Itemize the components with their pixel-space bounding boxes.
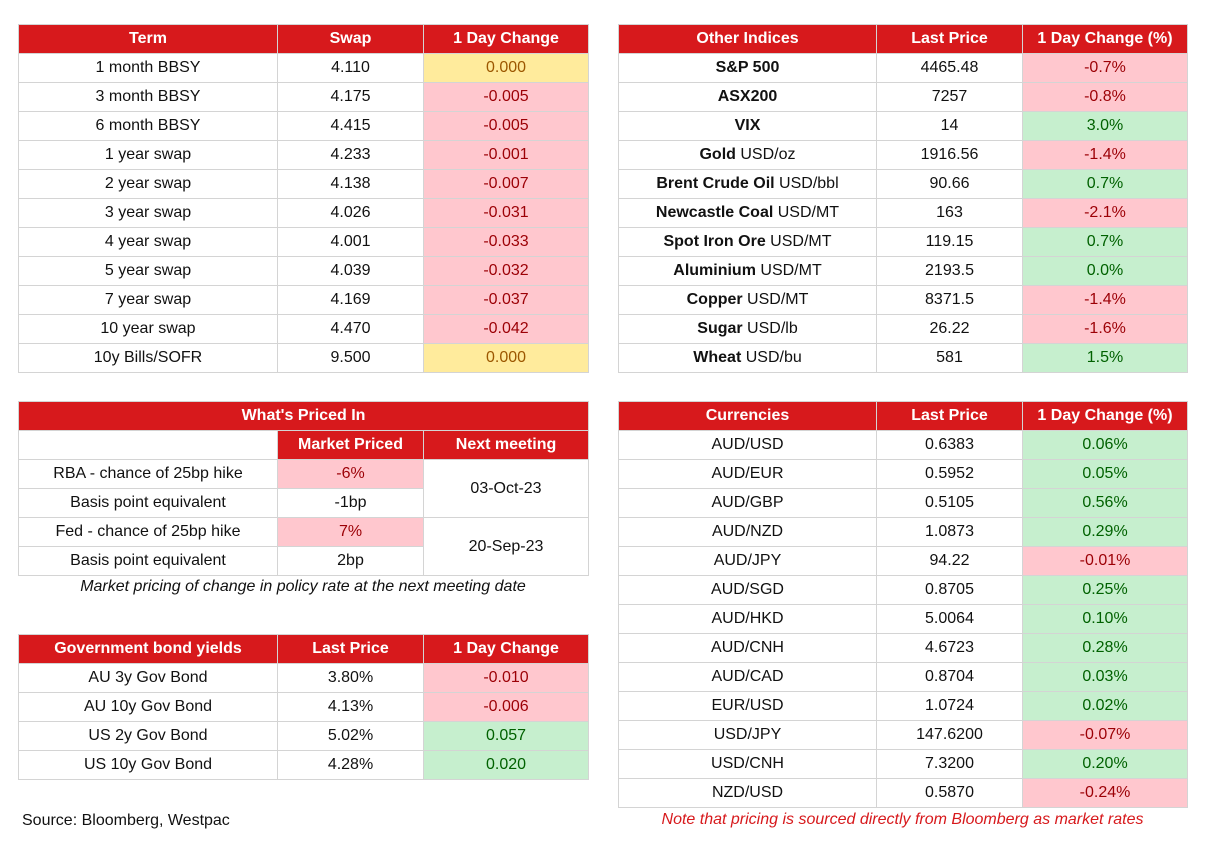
index-unit: USD/MT xyxy=(765,233,832,250)
index-change: 0.0% xyxy=(1023,257,1188,286)
priced-in-header-next: Next meeting xyxy=(424,431,589,460)
table-row xyxy=(619,634,1188,663)
table-row xyxy=(619,315,1188,344)
index-price: 119.15 xyxy=(877,228,1023,257)
index-price: 581 xyxy=(877,344,1023,373)
rba-next-meeting: 03-Oct-23 xyxy=(424,460,589,518)
currency-pair: AUD/GBP xyxy=(619,489,877,518)
index-unit: USD/lb xyxy=(742,320,798,337)
index-name-bold: Gold xyxy=(699,146,736,163)
rba-hike-value: -6% xyxy=(278,460,424,489)
currency-price: 0.5952 xyxy=(877,460,1023,489)
currency-price: 1.0724 xyxy=(877,692,1023,721)
index-change: 0.7% xyxy=(1023,170,1188,199)
currency-change: 0.10% xyxy=(1023,605,1188,634)
bond-header-price: Last Price xyxy=(278,635,424,664)
currency-price: 0.8705 xyxy=(877,576,1023,605)
currency-change: 0.56% xyxy=(1023,489,1188,518)
table-row xyxy=(619,750,1188,779)
index-name-bold: Brent Crude Oil xyxy=(656,175,775,192)
swap-change: 0.000 xyxy=(424,344,589,373)
currency-change: 0.25% xyxy=(1023,576,1188,605)
swap-change: -0.005 xyxy=(424,83,589,112)
swap-rate: 4.039 xyxy=(278,257,424,286)
fed-next-meeting: 20-Sep-23 xyxy=(424,518,589,576)
swap-term: 4 year swap xyxy=(19,228,278,257)
currency-change: 0.05% xyxy=(1023,460,1188,489)
index-price: 2193.5 xyxy=(877,257,1023,286)
swap-header-change: 1 Day Change xyxy=(424,25,589,54)
index-unit: USD/MT xyxy=(773,204,840,221)
pricing-note: Note that pricing is sourced directly from Bloomberg as market rates xyxy=(661,811,1144,828)
bond-rows xyxy=(19,664,589,780)
index-name-bold: Newcastle Coal xyxy=(655,204,774,221)
table-row xyxy=(19,112,589,141)
currency-change: 0.02% xyxy=(1023,692,1188,721)
swap-change: 0.000 xyxy=(424,54,589,83)
swap-rate: 4.026 xyxy=(278,199,424,228)
priced-in-header-market: Market Priced xyxy=(278,431,424,460)
currency-header-pair: Currencies xyxy=(619,402,877,431)
currency-price: 0.8704 xyxy=(877,663,1023,692)
table-row xyxy=(619,692,1188,721)
currency-pair: AUD/SGD xyxy=(619,576,877,605)
index-name xyxy=(619,170,877,199)
table-row xyxy=(619,228,1188,257)
currency-pair: USD/CNH xyxy=(619,750,877,779)
currency-pair: AUD/HKD xyxy=(619,605,877,634)
table-row xyxy=(619,576,1188,605)
source-note: Source: Bloomberg, Westpac xyxy=(22,812,230,829)
currency-pair: AUD/CAD xyxy=(619,663,877,692)
index-unit: USD/MT xyxy=(755,262,822,279)
index-name-bold: Sugar xyxy=(697,320,743,337)
swap-rate: 4.415 xyxy=(278,112,424,141)
currency-price: 7.3200 xyxy=(877,750,1023,779)
index-name xyxy=(619,199,877,228)
table-row xyxy=(19,722,589,751)
table-row xyxy=(19,83,589,112)
index-price: 8371.5 xyxy=(877,286,1023,315)
currency-change: 0.06% xyxy=(1023,431,1188,460)
swap-rate: 4.001 xyxy=(278,228,424,257)
table-row xyxy=(619,257,1188,286)
index-change: -1.6% xyxy=(1023,315,1188,344)
indices-header-name: Other Indices xyxy=(619,25,877,54)
index-change: -1.4% xyxy=(1023,141,1188,170)
swap-term: 10y Bills/SOFR xyxy=(19,344,278,373)
swap-change: -0.005 xyxy=(424,112,589,141)
table-row xyxy=(19,286,589,315)
index-price: 26.22 xyxy=(877,315,1023,344)
bond-change: -0.010 xyxy=(424,664,589,693)
index-name-bold: Copper xyxy=(686,291,743,308)
fed-hike-value: 7% xyxy=(278,518,424,547)
bond-name: AU 3y Gov Bond xyxy=(19,664,278,693)
table-row xyxy=(619,170,1188,199)
swap-term: 3 year swap xyxy=(19,199,278,228)
index-name xyxy=(619,112,877,141)
indices-header-change: 1 Day Change (%) xyxy=(1023,25,1188,54)
index-change: -1.4% xyxy=(1023,286,1188,315)
table-row xyxy=(619,199,1188,228)
currency-pair: AUD/JPY xyxy=(619,547,877,576)
rba-bp-value: -1bp xyxy=(278,489,424,518)
table-row xyxy=(19,54,589,83)
swap-table xyxy=(18,24,589,373)
swap-change: -0.007 xyxy=(424,170,589,199)
bond-header-change: 1 Day Change xyxy=(424,635,589,664)
indices-header-price: Last Price xyxy=(877,25,1023,54)
index-unit: USD/oz xyxy=(735,146,796,163)
currency-pair: AUD/EUR xyxy=(619,460,877,489)
swap-change: -0.001 xyxy=(424,141,589,170)
priced-in-table xyxy=(18,401,589,576)
bond-name: US 2y Gov Bond xyxy=(19,722,278,751)
table-row xyxy=(19,141,589,170)
index-price: 1916.56 xyxy=(877,141,1023,170)
swap-rate: 4.175 xyxy=(278,83,424,112)
index-unit: USD/bbl xyxy=(774,175,839,192)
index-name xyxy=(619,54,877,83)
swap-rate: 4.138 xyxy=(278,170,424,199)
swap-rate: 4.169 xyxy=(278,286,424,315)
table-row xyxy=(19,693,589,722)
fed-bp-label: Basis point equivalent xyxy=(19,547,278,576)
swap-change: -0.037 xyxy=(424,286,589,315)
currency-header-price: Last Price xyxy=(877,402,1023,431)
table-row xyxy=(619,547,1188,576)
currency-price: 147.6200 xyxy=(877,721,1023,750)
index-name-bold: VIX xyxy=(734,117,761,134)
table-row xyxy=(619,779,1188,808)
index-name-bold: Wheat xyxy=(693,349,742,366)
priced-in-blank-cell xyxy=(19,431,278,460)
swap-header-term: Term xyxy=(19,25,278,54)
table-row xyxy=(619,431,1188,460)
currency-change: -0.01% xyxy=(1023,547,1188,576)
table-row xyxy=(619,489,1188,518)
index-name xyxy=(619,286,877,315)
swap-change: -0.042 xyxy=(424,315,589,344)
index-unit: USD/bu xyxy=(741,349,802,366)
index-price: 163 xyxy=(877,199,1023,228)
bond-name: AU 10y Gov Bond xyxy=(19,693,278,722)
currency-price: 94.22 xyxy=(877,547,1023,576)
rba-bp-label: Basis point equivalent xyxy=(19,489,278,518)
index-change: 3.0% xyxy=(1023,112,1188,141)
index-name-bold: Spot Iron Ore xyxy=(663,233,766,250)
index-name xyxy=(619,83,877,112)
table-row xyxy=(619,112,1188,141)
currency-price: 1.0873 xyxy=(877,518,1023,547)
table-row xyxy=(619,460,1188,489)
table-row xyxy=(619,663,1188,692)
currency-pair: USD/JPY xyxy=(619,721,877,750)
table-row xyxy=(19,315,589,344)
table-row xyxy=(619,605,1188,634)
swap-rate: 4.470 xyxy=(278,315,424,344)
priced-in-title: What's Priced In xyxy=(19,402,589,431)
table-row xyxy=(619,721,1188,750)
swap-term: 3 month BBSY xyxy=(19,83,278,112)
currency-pair: AUD/NZD xyxy=(619,518,877,547)
currency-pair: AUD/USD xyxy=(619,431,877,460)
swap-term: 10 year swap xyxy=(19,315,278,344)
table-row xyxy=(19,751,589,780)
priced-in-caption: Market pricing of change in policy rate at the next meeting date xyxy=(80,578,526,595)
currency-change: 0.29% xyxy=(1023,518,1188,547)
index-name xyxy=(619,257,877,286)
swap-header-swap: Swap xyxy=(278,25,424,54)
index-name xyxy=(619,344,877,373)
index-change: -0.8% xyxy=(1023,83,1188,112)
swap-change: -0.032 xyxy=(424,257,589,286)
table-row xyxy=(19,344,589,373)
swap-term: 7 year swap xyxy=(19,286,278,315)
index-name xyxy=(619,141,877,170)
table-row xyxy=(19,170,589,199)
currency-price: 0.5105 xyxy=(877,489,1023,518)
table-row xyxy=(19,199,589,228)
bond-change: 0.020 xyxy=(424,751,589,780)
swap-term: 1 year swap xyxy=(19,141,278,170)
bond-change: 0.057 xyxy=(424,722,589,751)
index-price: 7257 xyxy=(877,83,1023,112)
index-name xyxy=(619,228,877,257)
swap-rate: 4.110 xyxy=(278,54,424,83)
currency-change: -0.07% xyxy=(1023,721,1188,750)
index-unit: USD/MT xyxy=(742,291,809,308)
currency-pair: EUR/USD xyxy=(619,692,877,721)
fed-bp-value: 2bp xyxy=(278,547,424,576)
index-change: -0.7% xyxy=(1023,54,1188,83)
currency-header-change: 1 Day Change (%) xyxy=(1023,402,1188,431)
rba-hike-label: RBA - chance of 25bp hike xyxy=(19,460,278,489)
table-row xyxy=(619,518,1188,547)
table-row xyxy=(619,344,1188,373)
table-row xyxy=(619,54,1188,83)
index-name xyxy=(619,315,877,344)
index-change: 1.5% xyxy=(1023,344,1188,373)
indices-rows xyxy=(619,54,1188,373)
bond-name: US 10y Gov Bond xyxy=(19,751,278,780)
bond-price: 4.13% xyxy=(278,693,424,722)
table-row xyxy=(19,664,589,693)
swap-rate: 9.500 xyxy=(278,344,424,373)
table-row xyxy=(19,228,589,257)
index-price: 4465.48 xyxy=(877,54,1023,83)
currency-price: 0.5870 xyxy=(877,779,1023,808)
currency-price: 4.6723 xyxy=(877,634,1023,663)
table-row xyxy=(619,141,1188,170)
currency-change: -0.24% xyxy=(1023,779,1188,808)
swap-term: 1 month BBSY xyxy=(19,54,278,83)
currency-change: 0.03% xyxy=(1023,663,1188,692)
indices-table xyxy=(618,24,1188,373)
swap-term: 5 year swap xyxy=(19,257,278,286)
bond-table xyxy=(18,634,589,780)
swap-change: -0.033 xyxy=(424,228,589,257)
swap-term: 2 year swap xyxy=(19,170,278,199)
table-row xyxy=(619,286,1188,315)
table-row xyxy=(619,83,1188,112)
index-name-bold: S&P 500 xyxy=(715,59,780,76)
currency-change: 0.20% xyxy=(1023,750,1188,779)
bond-header-name: Government bond yields xyxy=(19,635,278,664)
swap-rows xyxy=(19,54,589,373)
fed-hike-label: Fed - chance of 25bp hike xyxy=(19,518,278,547)
bond-price: 4.28% xyxy=(278,751,424,780)
index-price: 14 xyxy=(877,112,1023,141)
bond-price: 3.80% xyxy=(278,664,424,693)
currency-price: 5.0064 xyxy=(877,605,1023,634)
swap-term: 6 month BBSY xyxy=(19,112,278,141)
currency-table xyxy=(618,401,1188,808)
currency-pair: NZD/USD xyxy=(619,779,877,808)
index-name-bold: Aluminium xyxy=(673,262,756,279)
index-change: -2.1% xyxy=(1023,199,1188,228)
bond-price: 5.02% xyxy=(278,722,424,751)
index-price: 90.66 xyxy=(877,170,1023,199)
currency-rows xyxy=(619,431,1188,808)
currency-change: 0.28% xyxy=(1023,634,1188,663)
index-name-bold: ASX200 xyxy=(717,88,778,105)
currency-pair: AUD/CNH xyxy=(619,634,877,663)
swap-change: -0.031 xyxy=(424,199,589,228)
swap-rate: 4.233 xyxy=(278,141,424,170)
index-change: 0.7% xyxy=(1023,228,1188,257)
bond-change: -0.006 xyxy=(424,693,589,722)
currency-price: 0.6383 xyxy=(877,431,1023,460)
table-row xyxy=(19,257,589,286)
